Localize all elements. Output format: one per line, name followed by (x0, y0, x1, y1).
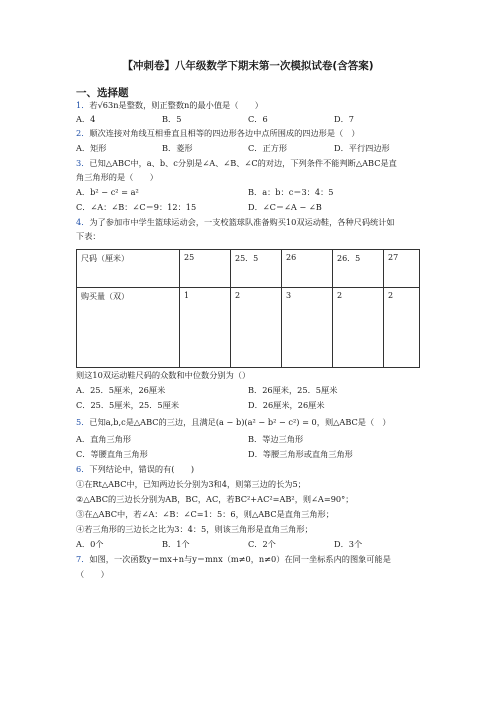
question-1 (76, 100, 263, 111)
option-a: A．b² − c² = a² (76, 187, 139, 197)
option-b: B．等边三角形 (248, 434, 304, 444)
option-a: A．矩形 (76, 143, 107, 153)
option-b: B．菱形 (162, 143, 193, 153)
question-text: 顺次连接对角线互相垂直且相等的四边形各边中点所围成的四边形是（ ） (89, 128, 360, 138)
question-3-cont: 角三角形的是（ ） (76, 172, 158, 182)
option-b: B．a：b：c＝3：4：5 (248, 187, 334, 197)
question-number: 6． (76, 464, 90, 474)
document-title: 【冲刺卷】八年级数学下期末第一次模拟试卷(含答案) (122, 60, 374, 72)
option-a: A．直角三角形 (76, 434, 132, 444)
table-cell: 3 (282, 288, 333, 368)
table-cell: 26．5 (333, 250, 384, 288)
question-text: 如图，一次函数y＝mx+n与y＝mnx（m≠0，n≠0）在同一坐标系内的图象可能是 (89, 554, 391, 564)
question-text: 为了参加市中学生篮球运动会，一支校篮球队准备购买10双运动鞋，各种尺码统计如 (89, 217, 395, 227)
question-6 (76, 464, 194, 475)
table-cell: 2 (333, 288, 384, 368)
question-7-cont: （ ） (76, 569, 109, 579)
option-b: B．26厘米，25．5厘米 (248, 385, 338, 395)
option-b: B．5 (162, 114, 182, 124)
option-a: A．0个 (76, 539, 104, 549)
question-4 (76, 217, 395, 228)
statement-3: ③在△ABC中，若∠A：∠B：∠C=1：5：6，则△ABC是直角三角形； (76, 509, 334, 519)
option-c: C．2个 (248, 539, 276, 549)
table-cell: 25 (180, 250, 231, 288)
question-4-cont: 下表： (76, 231, 101, 241)
option-c: C．6 (248, 114, 268, 124)
table-cell: 2 (231, 288, 282, 368)
table-cell: 1 (180, 288, 231, 368)
question-number: 1． (76, 100, 90, 110)
question-number: 4． (76, 217, 90, 227)
option-d: D．等腰三角形或直角三角形 (248, 449, 353, 459)
option-d: D．平行四边形 (334, 143, 390, 153)
table-cell: 27 (384, 250, 420, 288)
statement-4: ④若三角形的三边长之比为3：4：5，则该三角形是直角三角形； (76, 524, 313, 534)
question-text: 已知a,b,c是△ABC的三边，且满足(a − b)(a² − b² − c²) = 0，则△ABC是（ ） (89, 417, 391, 427)
table-cell: 尺码（厘米） (77, 250, 180, 288)
question-text: 已知△ABC中，a、b、c分别是∠A、∠B、∠C的对边，下列条件不能判断△ABC是直 (89, 158, 397, 168)
section-heading: 一、选择题 (76, 87, 129, 99)
table-cell: 购买量（双） (77, 288, 180, 368)
question-number: 3． (76, 158, 90, 168)
question-5 (76, 417, 391, 428)
option-c: C．等腰直角三角形 (76, 449, 148, 459)
table-row (77, 288, 420, 368)
option-d: D．∠C＝∠A − ∠B (248, 202, 322, 212)
statement-1: ①在Rt△ABC中，已知两边长分别为3和4，则第三边的长为5； (76, 479, 306, 489)
table-cell: 2 (384, 288, 420, 368)
option-c: C．正方形 (248, 143, 288, 153)
option-c: C．∠A：∠B：∠C＝9：12：15 (76, 202, 197, 212)
question-text: 下列结论中，错误的有( ) (89, 464, 195, 474)
question-4-ask: 则这10双运动鞋尺码的众数和中位数分别为（） (76, 370, 251, 380)
question-7 (76, 554, 391, 565)
option-b: B．1个 (162, 539, 190, 549)
question-number: 7． (76, 554, 90, 564)
table-row (77, 250, 420, 288)
question-3 (76, 158, 397, 169)
question-number: 5． (76, 417, 90, 427)
option-a: A．25．5厘米，26厘米 (76, 385, 166, 395)
question-2 (76, 128, 360, 139)
option-a: A．4 (76, 114, 96, 124)
statement-2: ②△ABC的三边长分别为AB，BC，AC，若BC²+AC²=AB²，则∠A=90°； (76, 494, 354, 504)
question-number: 2． (76, 128, 90, 138)
question-text: 若√63n是整数，则正整数n的最小值是（ ） (89, 100, 263, 110)
option-c: C．25．5厘米，25．5厘米 (76, 400, 180, 410)
option-d: D．3个 (334, 539, 363, 549)
table-cell: 25．5 (231, 250, 282, 288)
size-table (76, 249, 420, 368)
option-d: D．26厘米，26厘米 (248, 400, 325, 410)
option-d: D．7 (334, 114, 354, 124)
table-cell: 26 (282, 250, 333, 288)
